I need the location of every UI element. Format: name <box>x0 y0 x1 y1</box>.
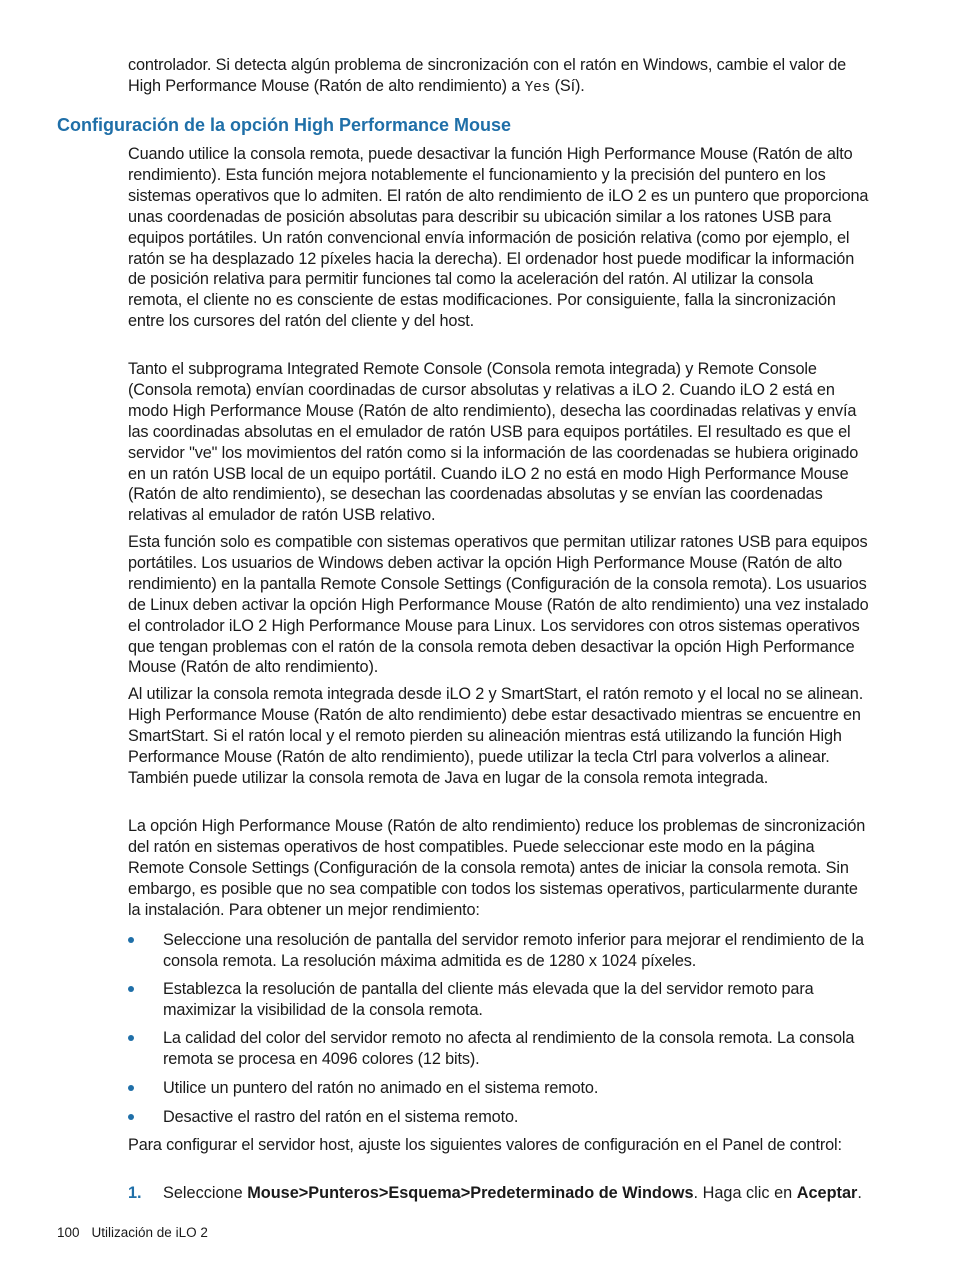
list-item-text: Seleccione una resolución de pantalla del servidor remoto inferior para mejorar el rendimiento de la consola remota. La resolución máxima admitida es de 1280 x 1024 píxeles. <box>163 931 864 970</box>
step-number: 1. <box>128 1184 142 1202</box>
bullet-icon <box>128 1035 134 1041</box>
paragraph-3: Esta función solo es compatible con sistemas operativos que permitan utilizar ratones USB para equipos portátiles. Los usuarios de Windows deben activar la opción High Performance Mouse (Ratón de alto rendimiento) en la pantalla Remote Console Settings (Configuración de la consola remota). Los usuarios de Linux deben activar la opción High Performance Mouse (Ratón de alto rendimiento) una vez instalado el controlador iLO 2 High Performance Mouse para Linux. Los servidores con otros sistemas operativos que tengan problemas con el ratón de la consola remota deben desactivar la opción High Performance Mouse (Ratón de alto rendimiento). <box>128 533 869 677</box>
intro-text-before: controlador. Si detecta algún problema de sincronización con el ratón en Windows, cambie el valor de High Performance Mouse (Ratón de alto rendimiento) a <box>128 56 847 95</box>
list-item-text: Establezca la resolución de pantalla del cliente más elevada que la del servidor remoto para maximizar la visibilidad de la consola remota. <box>163 980 814 1019</box>
section-heading: Configuración de la opción High Performance Mouse <box>57 115 512 135</box>
page-number: 100 <box>57 1225 80 1240</box>
bullet-icon <box>128 986 134 992</box>
step-text-middle: . Haga clic en <box>693 1184 797 1202</box>
step-text-after: . <box>857 1184 862 1202</box>
paragraph-5: La opción High Performance Mouse (Ratón de alto rendimiento) reduce los problemas de sincronización del ratón en sistemas operativos de host compatibles. Puede seleccionar este modo en la página Remote Console Settings (Configuración de la consola remota) antes de iniciar la consola remota. Sin embargo, es posible que no sea compatible con todos los sistemas operativos, particularmente durante la instalación. Para obtener un mejor rendimiento: <box>128 817 866 919</box>
step-text-before: Seleccione <box>163 1184 248 1202</box>
menu-path: Mouse>Punteros>Esquema>Predeterminado de Windows <box>247 1184 694 1202</box>
chapter-title: Utilización de iLO 2 <box>91 1225 208 1240</box>
bullet-icon <box>128 937 134 943</box>
step-text <box>163 1183 870 1204</box>
closing-paragraph: Para configurar el servidor host, ajuste los siguientes valores de configuración en el Panel de control: <box>128 1136 842 1154</box>
list-item-text: Desactive el rastro del ratón en el sistema remoto. <box>163 1108 519 1126</box>
intro-paragraph <box>128 55 870 99</box>
list-item-text: La calidad del color del servidor remoto no afecta al rendimiento de la consola remota. La consola remota se procesa en 4096 colores (12 bits). <box>163 1029 855 1068</box>
bullet-icon <box>128 1114 134 1120</box>
list-item-text: Utilice un puntero del ratón no animado en el sistema remoto. <box>163 1079 599 1097</box>
paragraph-4: Al utilizar la consola remota integrada desde iLO 2 y SmartStart, el ratón remoto y el local no se alinean. High Performance Mouse (Ratón de alto rendimiento) debe estar desactivado mientras se encuentre en SmartStart. Si el ratón local y el remoto pierden su alineación mientras está utilizando la función High Performance Mouse (Ratón de alto rendimiento), puede utilizar la tecla Ctrl para volverlos a alinear. También puede utilizar la consola remota de Java en lugar de la consola remota integrada. <box>128 685 864 787</box>
paragraph-1: Cuando utilice la consola remota, puede desactivar la función High Performance Mouse (Ratón de alto rendimiento). Esta función mejora notablemente el funcionamiento y la precisión del puntero en los sistemas operativos que lo admiten. El ratón de alto rendimiento de iLO 2 es un puntero que proporciona unas coordenadas de posición absolutas para describir su ubicación similar a los ratones USB para equipos portátiles. Un ratón convencional envía información de posición relativa (como por ejemplo, el ratón se ha desplazado 12 píxeles hacia la derecha). El ordenador host puede modificar la información de posición relativa para permitir funciones tal como la aceleración del ratón. Al utilizar la consola remota, el cliente no es consciente de estas modificaciones. Por consiguiente, falla la sincronización entre los cursores del ratón del cliente y del host. <box>128 145 869 331</box>
accept-button-label: Aceptar <box>796 1184 858 1202</box>
intro-code-value: Yes <box>524 79 551 96</box>
paragraph-2: Tanto el subprograma Integrated Remote Console (Consola remota integrada) y Remote Console (Consola remota) envían coordinadas de cursor absolutas y relativas a iLO 2. Cuando iLO 2 está en modo High Performance Mouse (Ratón de alto rendimiento), desecha las coordinadas relativas y envía las coordinadas absolutas en el emulador de ratón USB para equipos portátiles. El resultado es que el servidor "ve" los movimientos del ratón como si la información de las coordenadas se hubiera originado en un ratón USB local de un equipo portátil. Cuando iLO 2 no está en modo High Performance Mouse (Ratón de alto rendimiento), se desechan las coordenadas absolutas y se envían las coordenadas relativas al emulador de ratón USB relativo. <box>128 360 859 525</box>
bullet-icon <box>128 1085 134 1091</box>
intro-text-after: (Sí). <box>550 76 585 95</box>
page-footer <box>57 1224 208 1242</box>
